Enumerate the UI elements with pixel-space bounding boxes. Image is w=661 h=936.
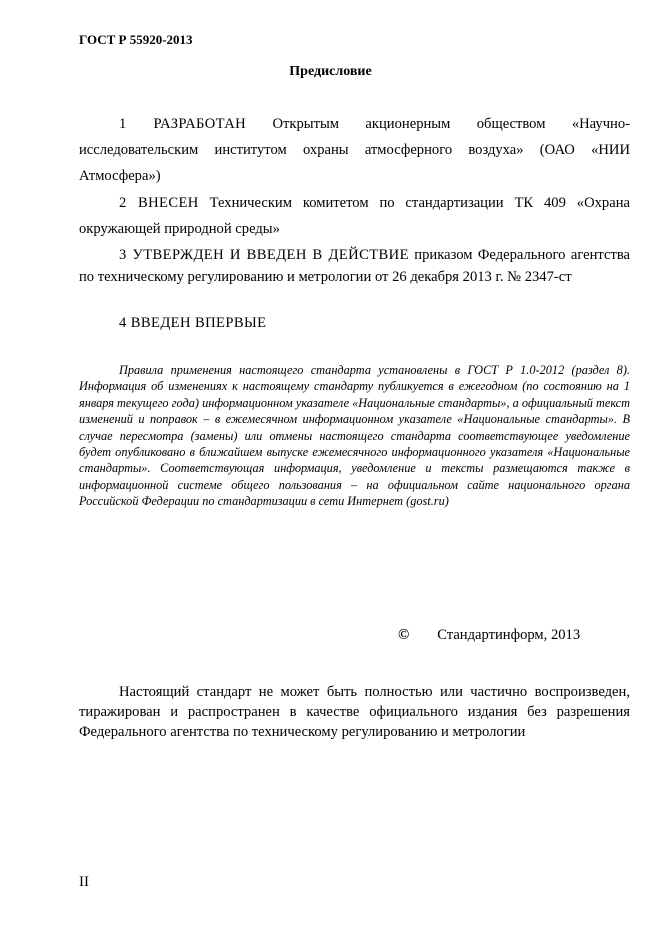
copyright-text: Стандартинформ, 2013: [437, 627, 581, 643]
application-rules-note: [79, 362, 630, 510]
item-label: 4 ВВЕДЕН ВПЕРВЫЕ: [119, 315, 267, 331]
document-code-header: ГОСТ Р 55920-2013: [79, 32, 193, 47]
item-text: Открытым акционерным обществом «Научно-исследовательским институтом охраны атмосферного воздуха» (ОАО «НИИ Атмосфера»): [79, 116, 630, 184]
foreword-item-2: [79, 190, 630, 242]
page-number: II: [79, 874, 89, 890]
reproduction-notice-text: Настоящий стандарт не может быть полностью или частично воспроизведен, тиражирован и распространен в качестве официального издания без разрешения Федерального агентства по техническому регулированию и метрологии: [79, 684, 630, 740]
reproduction-notice: [79, 682, 630, 742]
note-text: Правила применения настоящего стандарта установлены в ГОСТ Р 1.0-2012 (раздел 8). Информация об изменениях к настоящему стандарту публикуется в ежегодном (по состоянию на 1 января текущего года) информационном указателе «Национальные стандарты», а официальный текст изменений и поправок – в ежемесячном информационном указателе «Национальные стандарты». В случае пересмотра (замены) или отмены настоящего стандарта соответствующее уведомление будет опубликовано в ближайшем выпуске ежемесячного информационного указателя «Национальные стандарты». Соответствующая информация, уведомление и тексты размещаются также в информационной системе общего пользования – на официальном сайте национального органа Российской Федерации по стандартизации в сети Интернет (gost.ru): [79, 363, 630, 509]
foreword-item-1: [79, 111, 630, 189]
item-label: 1 РАЗРАБОТАН: [119, 116, 247, 132]
copyright-symbol: ©: [398, 627, 410, 643]
foreword-item-3: [79, 244, 630, 288]
item-text: приказом Федерального агентства по техническому регулированию и метрологии от 26 декабря 2013 г. № 2347-ст: [79, 247, 631, 285]
item-label: 2 ВНЕСЕН: [119, 195, 199, 211]
copyright-line: [398, 627, 580, 644]
item-text: Техническим комитетом по стандартизации ТК 409 «Охрана окружающей природной среды»: [79, 195, 630, 237]
page-title: Предисловие: [289, 64, 372, 79]
item-label: 3 УТВЕРЖДЕН И ВВЕДЕН В ДЕЙСТВИЕ: [119, 247, 409, 263]
foreword-item-4: [79, 310, 630, 336]
